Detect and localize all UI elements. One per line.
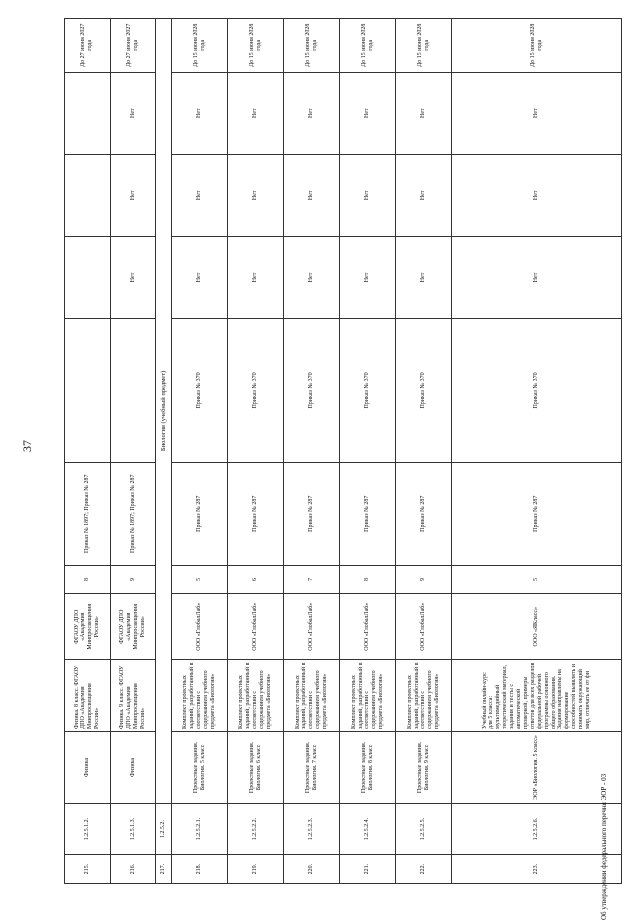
description-cell: Комплект проектных заданий, разработанный в соответствии с содержанием учебного предмета «Биология» (228, 660, 284, 732)
value-cell-2: Нет (172, 154, 228, 236)
order-cell: Приказ № 1897; Приказ № 287 (110, 462, 156, 565)
description-cell: Комплект проектных заданий, разработанный в соответствии с содержанием учебного предмета «Биология» (172, 660, 228, 732)
organization-cell: ООО «ГлобалЛаб» (172, 594, 228, 660)
value-cell-2: Нет (228, 154, 284, 236)
document-footer: Об утверждении федерального перечня ЭОР - 03 (600, 773, 608, 920)
row-number: 218. (172, 855, 228, 884)
organization-cell: ФГАОУ ДПО «Академия Минпросвещения России» (65, 594, 111, 660)
grade-cell: 9 (396, 565, 452, 594)
row-number: 215. (65, 855, 111, 884)
subject-cell: Проектные задания. Биология. 9 класс (396, 731, 452, 803)
code-cell: 1.2.5.2.1. (172, 803, 228, 854)
section-row (156, 19, 172, 884)
row-number: 219. (228, 855, 284, 884)
organization-cell: ООО «ГлобалЛаб» (284, 594, 340, 660)
organization-cell: ФГАОУ ДПО «Академия Минпросвещения России» (110, 594, 156, 660)
subject-cell: Физика (110, 731, 156, 803)
term-cell: До 15 июня 2028 года (228, 19, 284, 73)
grade-cell: 7 (284, 565, 340, 594)
value-cell-3: Нет (452, 72, 622, 154)
row-number: 217. (156, 855, 172, 884)
eor-table (64, 18, 622, 884)
order-cell-2 (110, 319, 156, 463)
order-cell-2: Приказ № 370 (284, 319, 340, 463)
grade-cell: 5 (452, 565, 622, 594)
order-cell-2 (65, 319, 111, 463)
term-cell: До 15 июня 2028 года (340, 19, 396, 73)
term-cell: До 15 июня 2028 года (172, 19, 228, 73)
grade-cell: 9 (110, 565, 156, 594)
order-cell-2: Приказ № 370 (172, 319, 228, 463)
order-cell: Приказ № 287 (228, 462, 284, 565)
grade-cell: 8 (65, 565, 111, 594)
description-cell: Комплект проектных заданий, разработанный в соответствии с содержанием учебного предмета «Биология» (284, 660, 340, 732)
row-number: 220. (284, 855, 340, 884)
table-row (65, 19, 111, 884)
order-cell-2: Приказ № 370 (396, 319, 452, 463)
section-title: Биология (учебный предмет) (156, 19, 172, 804)
code-cell: 1.2.5.2.4. (340, 803, 396, 854)
table-row (340, 19, 396, 884)
subject-cell: Проектные задания. Биология. 6 класс (228, 731, 284, 803)
organization-cell: ООО «ГлобалЛаб» (228, 594, 284, 660)
organization-cell: ООО «ГлобалЛаб» (340, 594, 396, 660)
value-cell-3: Нет (110, 72, 156, 154)
term-cell: До 15 июня 2028 года (396, 19, 452, 73)
table-row (284, 19, 340, 884)
organization-cell: ООО «ЯКласс» (452, 594, 622, 660)
term-cell: До 27 июня 2027 года (110, 19, 156, 73)
value-cell-3: Нет (172, 72, 228, 154)
grade-cell: 6 (228, 565, 284, 594)
value-cell-2: Нет (110, 154, 156, 236)
order-cell-2: Приказ № 370 (228, 319, 284, 463)
order-cell-2: Приказ № 370 (452, 319, 622, 463)
value-cell-1: Нет (340, 236, 396, 318)
value-cell-1: Нет (228, 236, 284, 318)
row-number: 221. (340, 855, 396, 884)
code-cell: 1.2.5.2.2. (228, 803, 284, 854)
value-cell-1: Нет (172, 236, 228, 318)
order-cell: Приказ № 287 (340, 462, 396, 565)
subject-cell: ЭОР «Биология. 5 класс» (452, 731, 622, 803)
table-row (110, 19, 156, 884)
description-cell: Учебный онлайн-курс для 5 класса: мультимедийный теоретический материал, задания и тесты с автоматической проверкой, примеры ответов для всех разделов федеральной рабочей программы основного общего образования. Задания направлены на формирование способностей выявлять и понимать окружающий мир, отличать ее от фи (452, 660, 622, 732)
value-cell-1: Нет (110, 236, 156, 318)
code-cell: 1.2.5.1.2. (65, 803, 111, 854)
order-cell: Приказ № 287 (172, 462, 228, 565)
page-number: 37 (20, 440, 34, 452)
term-cell: До 15 июня 2028 года (284, 19, 340, 73)
table-row (172, 19, 228, 884)
grade-cell: 8 (340, 565, 396, 594)
description-cell: Комплект проектных заданий, разработанный в соответствии с содержанием учебного предмета «Биология» (396, 660, 452, 732)
order-cell: Приказ № 287 (396, 462, 452, 565)
value-cell-2: Нет (452, 154, 622, 236)
code-cell: 1.2.5.1.3. (110, 803, 156, 854)
value-cell-1: Нет (284, 236, 340, 318)
row-number: 216. (110, 855, 156, 884)
value-cell-2: Нет (284, 154, 340, 236)
row-number: 222. (396, 855, 452, 884)
organization-cell: ООО «ГлобалЛаб» (396, 594, 452, 660)
code-cell: 1.2.5.2.6. (452, 803, 622, 854)
subject-cell: Проектные задания. Биология. 8 класс (340, 731, 396, 803)
value-cell-1: Нет (452, 236, 622, 318)
description-cell: Физика. 9 класс. ФГАОУ ДПО «Академия Минпросвещения России» (110, 660, 156, 732)
order-cell: Приказ № 287 (452, 462, 622, 565)
term-cell: До 15 июня 2028 года (452, 19, 622, 73)
description-cell: Физика. 8 класс. ФГАОУ ДПО «Академия Минпросвещения России» (65, 660, 111, 732)
value-cell-1: Нет (396, 236, 452, 318)
value-cell-2: Нет (396, 154, 452, 236)
code-cell: 1.2.5.2.3. (284, 803, 340, 854)
row-number: 223. (452, 855, 622, 884)
value-cell-3: Нет (396, 72, 452, 154)
value-cell-2: Нет (340, 154, 396, 236)
code-cell: 1.2.5.2. (156, 803, 172, 854)
table-row (396, 19, 452, 884)
code-cell: 1.2.5.2.5. (396, 803, 452, 854)
description-cell: Комплект проектных заданий, разработанный в соответствии с содержанием учебного предмета «Биология» (340, 660, 396, 732)
order-cell-2: Приказ № 370 (340, 319, 396, 463)
value-cell-3: Нет (340, 72, 396, 154)
value-cell-2 (65, 154, 111, 236)
subject-cell: Физика (65, 731, 111, 803)
document-table-rotated (64, 18, 622, 884)
subject-cell: Проектные задания. Биология. 5 класс (172, 731, 228, 803)
order-cell: Приказ № 1897; Приказ № 287 (65, 462, 111, 565)
value-cell-1 (65, 236, 111, 318)
term-cell: До 27 июня 2027 года (65, 19, 111, 73)
table-row (452, 19, 622, 884)
subject-cell: Проектные задания. Биология. 7 класс (284, 731, 340, 803)
value-cell-3: Нет (284, 72, 340, 154)
order-cell: Приказ № 287 (284, 462, 340, 565)
grade-cell: 5 (172, 565, 228, 594)
table-row (228, 19, 284, 884)
value-cell-3: Нет (228, 72, 284, 154)
value-cell-3 (65, 72, 111, 154)
